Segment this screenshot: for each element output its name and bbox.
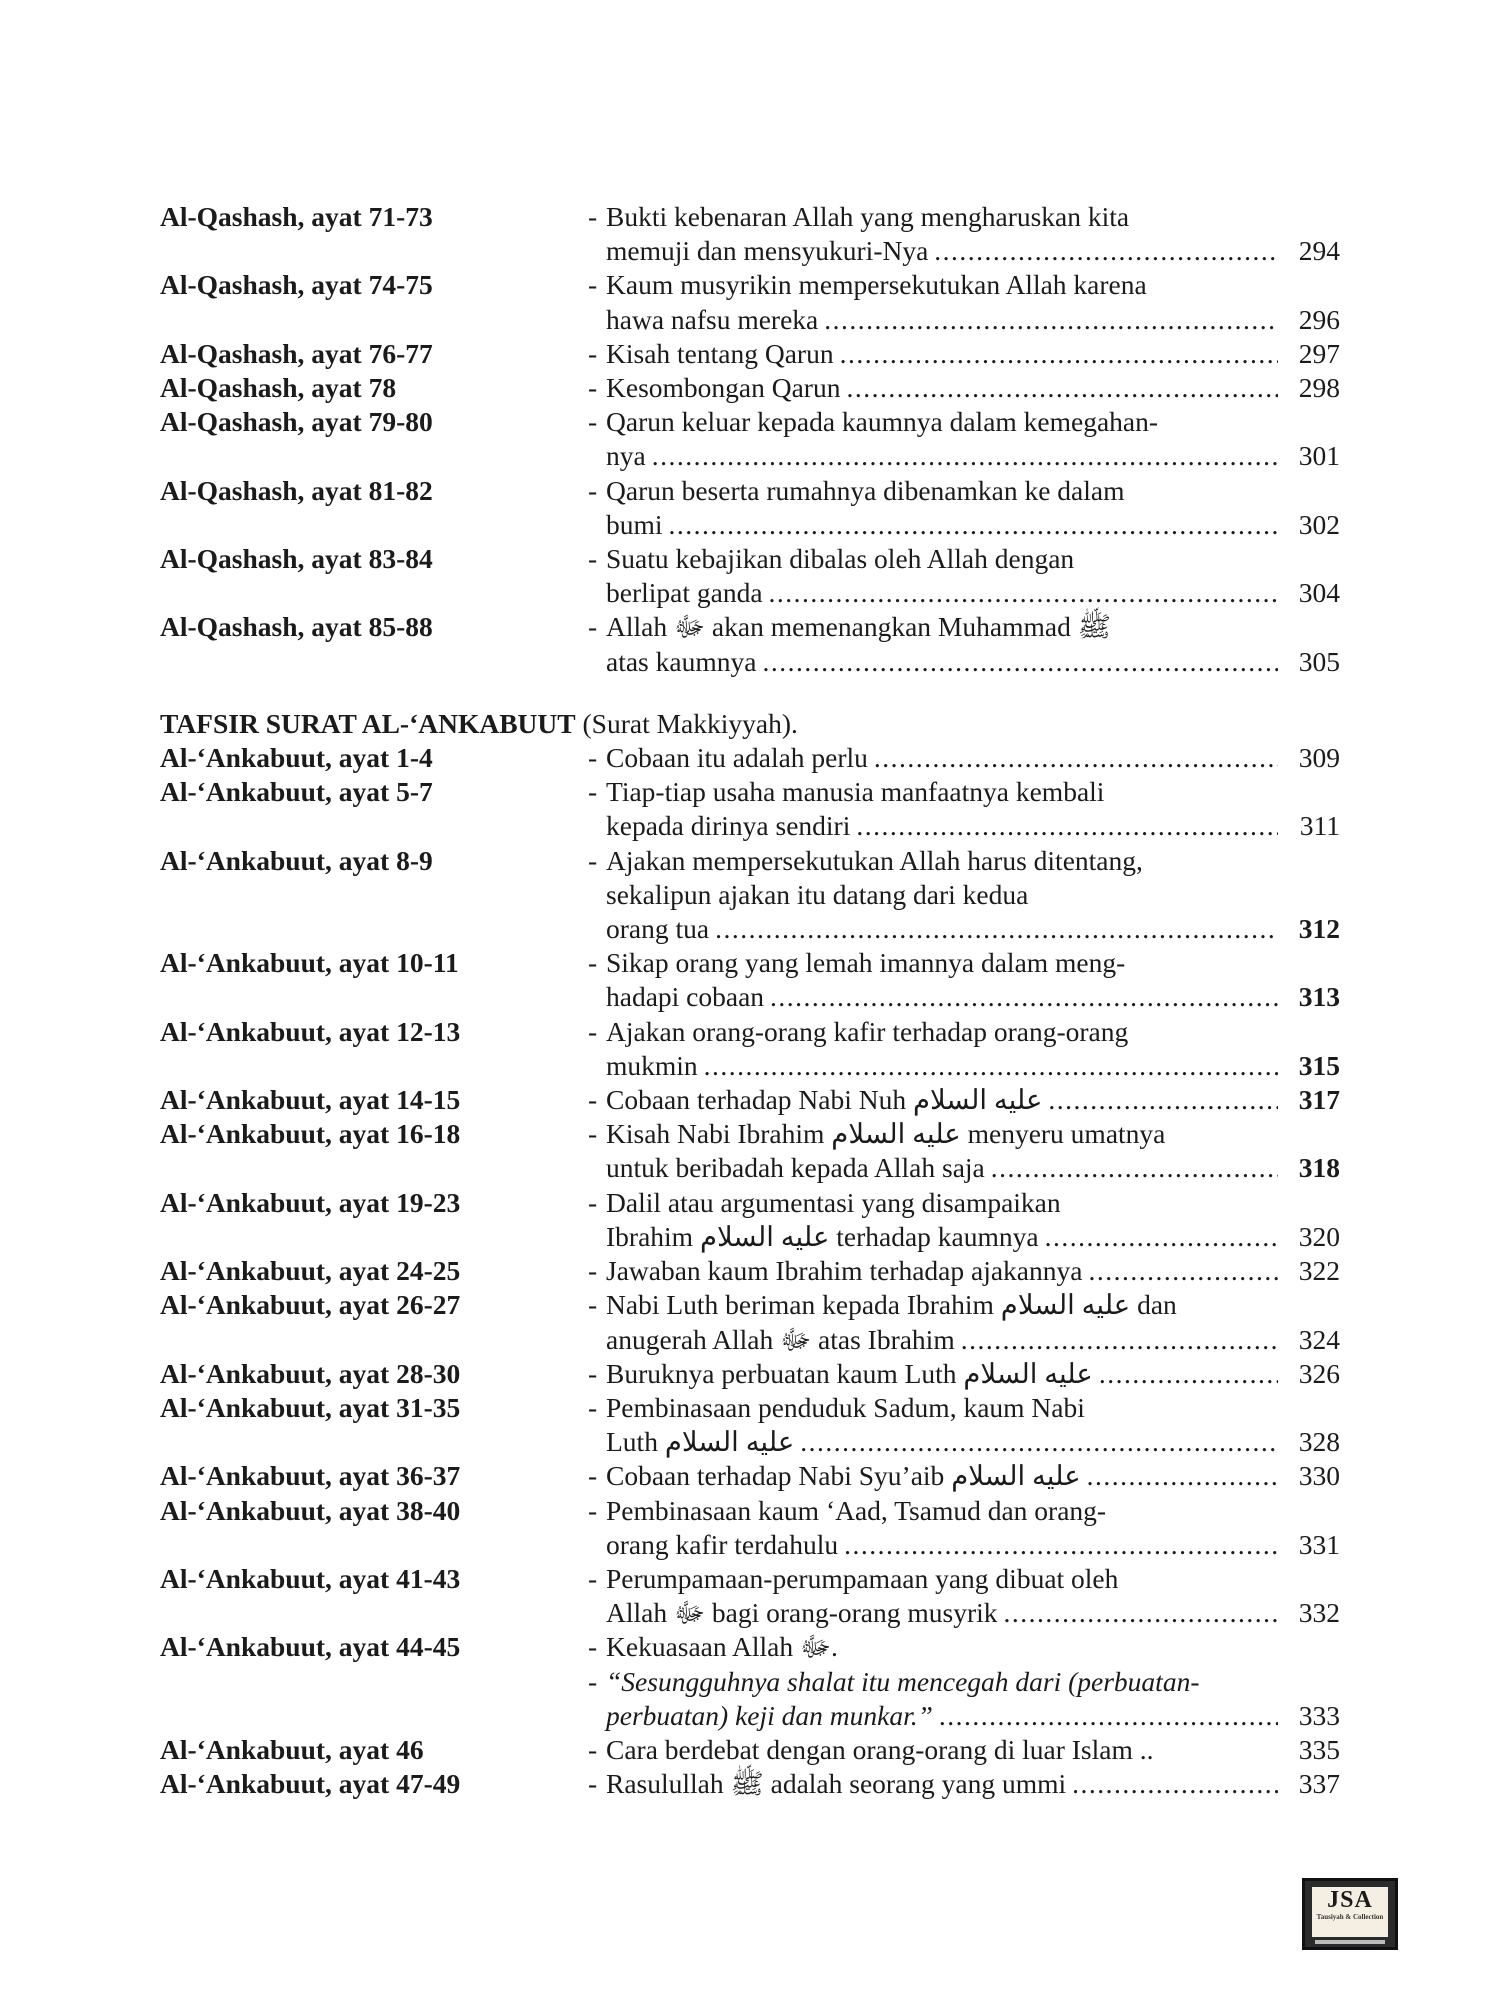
toc-entry-text: Cobaan terhadap Nabi Nuh عليه السلام — [606, 1084, 1043, 1116]
toc-entry-page-number: 305 — [1298, 645, 1340, 677]
toc-entry-dash: - — [588, 1631, 598, 1663]
toc-entry-text: mukmin — [606, 1049, 698, 1081]
toc-entry-description — [588, 542, 1340, 610]
section-heading-note: (Surat Makkiyyah). — [582, 707, 798, 739]
toc-entry-line — [588, 1733, 1340, 1767]
toc-entry-line — [588, 1254, 1340, 1288]
toc-entry-description — [588, 1254, 1340, 1288]
toc-entry-text: Sikap orang yang lemah imannya dalam meng- — [606, 947, 1126, 979]
toc-entry-text: Allah ﷻ bagi orang-orang musyrik — [606, 1597, 998, 1629]
toc-entry-reference: Al-‘Ankabuut, ayat 1-4 — [160, 742, 433, 774]
toc-entry-description — [588, 200, 1340, 268]
toc-entry — [160, 1254, 1340, 1288]
toc-entry-text: Ajakan mempersekutukan Allah harus ditentang, — [606, 844, 1143, 876]
toc-entry-dash: - — [588, 1562, 598, 1594]
toc-entry — [160, 1562, 1340, 1630]
toc-entry-dash: - — [588, 844, 598, 876]
dot-leader — [1087, 1459, 1278, 1493]
toc-entry-text: Ibrahim عليه السلام terhadap kaumnya — [606, 1220, 1039, 1252]
toc-entry-line — [588, 474, 1340, 508]
toc-entry-line — [588, 1049, 1340, 1083]
dot-leader — [1004, 1596, 1278, 1630]
toc-entry-reference: Al-‘Ankabuut, ayat 41-43 — [160, 1562, 461, 1594]
toc-entry-page-number: 296 — [1298, 303, 1340, 335]
toc-entry-dash: - — [588, 1768, 598, 1800]
toc-entry-reference: Al-‘Ankabuut, ayat 8-9 — [160, 844, 433, 876]
toc-entry-line — [588, 912, 1340, 946]
toc-entry-dash: - — [588, 1255, 598, 1287]
toc-entry — [160, 1630, 1340, 1664]
toc-entry — [160, 1288, 1340, 1356]
toc-entry-description — [588, 474, 1340, 542]
dot-leader — [762, 645, 1278, 679]
toc-entry — [160, 405, 1340, 473]
toc-entry-reference: Al-‘Ankabuut, ayat 28-30 — [160, 1357, 461, 1389]
toc-entry-line — [588, 1117, 1340, 1151]
toc-entry-line — [588, 645, 1340, 679]
dot-leader — [856, 809, 1278, 843]
section-heading — [160, 707, 1340, 741]
dot-leader — [669, 508, 1278, 542]
toc-entry-line — [588, 1083, 1340, 1117]
toc-entry-reference: Al-Qashash, ayat 74-75 — [160, 269, 433, 301]
toc-section-ankabuut — [160, 741, 1340, 1801]
toc-entry-line — [588, 1630, 1340, 1664]
toc-entry-text: Qarun beserta rumahnya dibenamkan ke dalam — [606, 474, 1125, 506]
toc-entry — [160, 1665, 1340, 1733]
toc-entry-page-number: 311 — [1299, 810, 1340, 842]
toc-entry-reference: Al-Qashash, ayat 85-88 — [160, 611, 433, 643]
toc-entry — [160, 1357, 1340, 1391]
dot-leader — [1099, 1357, 1278, 1391]
toc-entry-dash: - — [588, 1118, 598, 1150]
toc-entry-reference: Al-‘Ankabuut, ayat 36-37 — [160, 1460, 461, 1492]
toc-entry-page-number: 309 — [1298, 742, 1340, 774]
toc-entry-line — [588, 439, 1340, 473]
toc-entry — [160, 1459, 1340, 1493]
toc-entry-line — [588, 775, 1340, 809]
toc-entry-reference: Al-Qashash, ayat 71-73 — [160, 201, 433, 232]
toc-entry-text: orang kafir terdahulu — [606, 1528, 839, 1560]
toc-entry-text: Cara berdebat dengan orang-orang di luar Islam .. — [606, 1733, 1154, 1765]
toc-entry-page-number: 332 — [1298, 1597, 1340, 1629]
toc-entry-dash: - — [588, 611, 598, 643]
toc-entry — [160, 1767, 1340, 1801]
toc-entry-line — [588, 303, 1340, 337]
toc-entry-text: berlipat ganda — [606, 577, 763, 609]
toc-entry-line — [588, 610, 1340, 644]
toc-entry-reference: Al-‘Ankabuut, ayat 5-7 — [160, 776, 433, 808]
toc-entry-text: bumi — [606, 508, 663, 540]
toc-entry-dash: - — [588, 201, 598, 232]
toc-entry-page-number: 335 — [1298, 1733, 1340, 1765]
toc-entry-dash: - — [588, 543, 598, 575]
dot-leader — [824, 303, 1278, 337]
section-heading-title: TAFSIR SURAT AL-‘ANKABUUT — [160, 707, 576, 739]
toc-entry-line — [588, 1562, 1340, 1596]
toc-entry-reference: Al-‘Ankabuut, ayat 14-15 — [160, 1084, 461, 1116]
jsa-logo-subtitle: Tausiyah & Collection — [1316, 1913, 1384, 1921]
toc-entry-reference: Al-‘Ankabuut, ayat 16-18 — [160, 1118, 461, 1150]
toc-entry-text: orang tua — [606, 913, 710, 945]
toc-entry — [160, 200, 1340, 268]
toc-entry-page-number: 333 — [1298, 1699, 1340, 1731]
toc-entry — [160, 844, 1340, 947]
toc-entry-dash: - — [588, 1733, 598, 1765]
toc-entry-reference: Al-‘Ankabuut, ayat 44-45 — [160, 1631, 461, 1663]
toc-entry — [160, 1186, 1340, 1254]
toc-entry-line — [588, 234, 1340, 268]
toc-entry-page-number: 330 — [1298, 1460, 1340, 1492]
toc-entry-page-number: 301 — [1298, 440, 1340, 472]
toc-entry-text: Jawaban kaum Ibrahim terhadap ajakannya — [606, 1255, 1083, 1287]
jsa-logo-base — [1315, 1940, 1385, 1944]
toc-entry-text: Perumpamaan-perumpamaan yang dibuat oleh — [606, 1562, 1119, 1594]
toc-entry-line — [588, 200, 1340, 234]
toc-entry-line — [588, 542, 1340, 576]
dot-leader — [840, 337, 1278, 371]
toc-entry-line — [588, 268, 1340, 302]
toc-entry-page-number: 298 — [1298, 372, 1340, 404]
toc-entry-dash: - — [588, 1357, 598, 1389]
toc-entry-page-number: 294 — [1298, 235, 1340, 267]
toc-entry-text: Rasulullah ﷺ adalah seorang yang ummi — [606, 1768, 1067, 1800]
toc-entry-reference: Al-‘Ankabuut, ayat 26-27 — [160, 1289, 461, 1321]
toc-entry-text: Nabi Luth beriman kepada Ibrahim عليه السلام dan — [606, 1289, 1177, 1321]
toc-entry-text: memuji dan mensyukuri-Nya — [606, 235, 929, 267]
toc-entry-line — [588, 1015, 1340, 1049]
dot-leader — [1072, 1767, 1278, 1801]
toc-entry-text: Kisah tentang Qarun — [606, 337, 834, 369]
toc-entry-page-number: 331 — [1298, 1528, 1340, 1560]
toc-entry-text: Cobaan itu adalah perlu — [606, 742, 868, 774]
toc-entry-description — [588, 1288, 1340, 1356]
toc-entry-reference: Al-‘Ankabuut, ayat 38-40 — [160, 1494, 461, 1526]
toc-entry-description — [588, 1767, 1340, 1801]
toc-entry-text: sekalipun ajakan itu datang dari kedua — [606, 878, 1029, 910]
jsa-logo-title: JSA — [1327, 1887, 1373, 1913]
toc-entry-page-number: 313 — [1298, 981, 1340, 1013]
toc-entry-dash: - — [588, 1460, 598, 1492]
toc-entry-page-number: 297 — [1298, 337, 1340, 369]
toc-entry-text: nya — [606, 440, 646, 472]
toc-entry-description — [588, 1391, 1340, 1459]
toc-entry-dash: - — [588, 372, 598, 404]
toc-entry-dash: - — [588, 1084, 598, 1116]
toc-entry — [160, 1015, 1340, 1083]
toc-entry-text: perbuatan) keji dan munkar.” — [606, 1699, 933, 1731]
toc-entry-text: Buruknya perbuatan kaum Luth عليه السلام — [606, 1357, 1093, 1389]
toc-entry-line — [588, 576, 1340, 610]
toc-section-qashash — [160, 200, 1340, 679]
toc-entry — [160, 1391, 1340, 1459]
toc-entry-page-number: 318 — [1298, 1152, 1340, 1184]
toc-entry-text: hadapi cobaan — [606, 981, 765, 1013]
toc-entry-line — [588, 1767, 1340, 1801]
toc-entry-text: Kesombongan Qarun — [606, 372, 841, 404]
toc-entry-description — [588, 405, 1340, 473]
toc-entry-reference: Al-‘Ankabuut, ayat 31-35 — [160, 1391, 461, 1423]
dot-leader — [846, 371, 1278, 405]
toc-entry-line — [588, 1494, 1340, 1528]
toc-entry-text: Qarun keluar kepada kaumnya dalam kemegahan- — [606, 406, 1159, 438]
toc-entry-dash: - — [588, 776, 598, 808]
toc-entry-page-number: 337 — [1298, 1768, 1340, 1800]
dot-leader — [1045, 1220, 1278, 1254]
toc-entry-line — [588, 371, 1340, 405]
toc-entry-reference: Al-Qashash, ayat 83-84 — [160, 543, 433, 575]
toc-entry-text: “Sesungguhnya shalat itu mencegah dari (perbuatan- — [606, 1665, 1200, 1697]
toc-entry-reference: Al-‘Ankabuut, ayat 12-13 — [160, 1015, 461, 1047]
toc-entry — [160, 337, 1340, 371]
toc-entry-line — [588, 878, 1340, 912]
toc-entry-text: Suatu kebajikan dibalas oleh Allah dengan — [606, 543, 1075, 575]
toc-entry-description — [588, 1083, 1340, 1117]
toc-entry-page-number: 315 — [1298, 1049, 1340, 1081]
toc-entry-page-number: 317 — [1298, 1084, 1340, 1116]
toc-entry — [160, 542, 1340, 610]
toc-entry — [160, 1733, 1340, 1767]
dot-leader — [844, 1528, 1278, 1562]
toc-entry — [160, 1083, 1340, 1117]
toc-entry-dash: - — [588, 406, 598, 438]
toc-entry-reference: Al-Qashash, ayat 78 — [160, 372, 397, 404]
toc-entry-page-number: 320 — [1298, 1220, 1340, 1252]
toc-entry-text: Pembinasaan kaum ‘Aad, Tsamud dan orang- — [606, 1494, 1107, 1526]
toc-entry-text: Kaum musyrikin mempersekutukan Allah karena — [606, 269, 1147, 301]
toc-entry-text: anugerah Allah ﷻ atas Ibrahim — [606, 1323, 955, 1355]
toc-entry-page-number: 328 — [1298, 1426, 1340, 1458]
toc-entry-page-number: 312 — [1298, 913, 1340, 945]
toc-entry-line — [588, 1596, 1340, 1630]
toc-entry-description — [588, 844, 1340, 947]
toc-entry-text: Dalil atau argumentasi yang disampaikan — [606, 1186, 1061, 1218]
toc-entry-text: Allah ﷻ akan memenangkan Muhammad ﷺ — [606, 611, 1111, 643]
toc-entry-line — [588, 1425, 1340, 1459]
toc-entry-text: Cobaan terhadap Nabi Syu’aib عليه السلام — [606, 1460, 1081, 1492]
toc-entry-dash: - — [588, 1665, 598, 1697]
toc-entry-dash: - — [588, 1015, 598, 1047]
toc-entry-line — [588, 980, 1340, 1014]
toc-entry-line — [588, 1528, 1340, 1562]
toc-entry — [160, 741, 1340, 775]
toc-entry-line — [588, 946, 1340, 980]
toc-entry-dash: - — [588, 1289, 598, 1321]
toc-entry-line — [588, 1357, 1340, 1391]
toc-entry-description — [588, 1494, 1340, 1562]
toc-entry-line — [588, 1220, 1340, 1254]
toc-entry — [160, 268, 1340, 336]
dot-leader — [770, 980, 1278, 1014]
dot-leader — [1088, 1254, 1278, 1288]
dot-leader — [715, 912, 1278, 946]
toc-entry — [160, 775, 1340, 843]
toc-entry — [160, 474, 1340, 542]
toc-entry-text: Bukti kebenaran Allah yang mengharuskan kita — [606, 201, 1130, 232]
toc-entry-line — [588, 405, 1340, 439]
toc-entry — [160, 1117, 1340, 1185]
toc-entry-dash: - — [588, 1494, 598, 1526]
toc-entry-line — [588, 508, 1340, 542]
toc-entry-dash: - — [588, 1391, 598, 1423]
toc-entry-reference: Al-Qashash, ayat 81-82 — [160, 474, 433, 506]
toc-entry-description — [588, 775, 1340, 843]
dot-leader — [652, 439, 1278, 473]
toc-entry-line — [588, 1288, 1340, 1322]
dot-leader — [874, 741, 1278, 775]
jsa-logo — [1302, 1878, 1398, 1950]
toc-entry-dash: - — [588, 947, 598, 979]
toc-entry — [160, 946, 1340, 1014]
jsa-logo-screen — [1312, 1887, 1388, 1937]
toc-entry-dash: - — [588, 474, 598, 506]
toc-entry-description — [588, 1630, 1340, 1664]
toc-entry-description — [588, 337, 1340, 371]
toc-entry-line — [588, 1699, 1340, 1733]
toc-entry-page-number: 324 — [1298, 1323, 1340, 1355]
toc-entry-line — [588, 1186, 1340, 1220]
toc-entry-description — [588, 371, 1340, 405]
toc-entry-dash: - — [588, 1186, 598, 1218]
toc-entry-text: untuk beribadah kepada Allah saja — [606, 1152, 985, 1184]
toc-entry-line — [588, 1323, 1340, 1357]
toc-entry-line — [588, 1665, 1340, 1699]
toc-entry-description — [588, 1186, 1340, 1254]
toc-entry-dash: - — [588, 337, 598, 369]
toc-entry-text: Luth عليه السلام — [606, 1426, 795, 1458]
toc-entry-description — [588, 1117, 1340, 1185]
toc-entry-line — [588, 337, 1340, 371]
toc-entry-line — [588, 1391, 1340, 1425]
toc-entry-reference: Al-‘Ankabuut, ayat 10-11 — [160, 947, 459, 979]
toc-entry — [160, 371, 1340, 405]
toc-entry-text: Pembinasaan penduduk Sadum, kaum Nabi — [606, 1391, 1085, 1423]
toc-entry-description — [588, 1665, 1340, 1733]
toc-entry-page-number: 322 — [1298, 1255, 1340, 1287]
toc-entry-page-number: 302 — [1298, 508, 1340, 540]
toc-entry-text: kepada dirinya sendiri — [606, 810, 851, 842]
toc-entry-text: atas kaumnya — [606, 645, 757, 677]
dot-leader — [769, 576, 1278, 610]
toc-entry-description — [588, 1733, 1340, 1767]
toc-entry-dash: - — [588, 742, 598, 774]
dot-leader — [1048, 1083, 1278, 1117]
toc-entry-reference: Al-Qashash, ayat 76-77 — [160, 337, 433, 369]
toc-entry-text: Ajakan orang-orang kafir terhadap orang-orang — [606, 1015, 1129, 1047]
toc-entry-line — [588, 1459, 1340, 1493]
toc-entry-description — [588, 268, 1340, 336]
toc-entry-text: Tiap-tiap usaha manusia manfaatnya kembali — [606, 776, 1105, 808]
toc-entry-description — [588, 741, 1340, 775]
toc-entry-description — [588, 946, 1340, 1014]
toc-entry-reference: Al-‘Ankabuut, ayat 47-49 — [160, 1768, 461, 1800]
toc-entry-line — [588, 1151, 1340, 1185]
toc-entry-text: Kekuasaan Allah ﷻ. — [606, 1631, 838, 1663]
toc-entry-reference: Al-‘Ankabuut, ayat 24-25 — [160, 1255, 461, 1287]
dot-leader — [939, 1699, 1278, 1733]
toc-entry-page-number: 304 — [1298, 577, 1340, 609]
toc-entry-description — [588, 1357, 1340, 1391]
dot-leader — [704, 1049, 1278, 1083]
toc-entry-description — [588, 1459, 1340, 1493]
toc-entry — [160, 1494, 1340, 1562]
toc-entry-line — [588, 741, 1340, 775]
dot-leader — [991, 1151, 1278, 1185]
dot-leader — [800, 1425, 1278, 1459]
dot-leader — [961, 1323, 1278, 1357]
toc-entry-page-number: 326 — [1298, 1357, 1340, 1389]
table-of-contents — [160, 200, 1340, 1801]
toc-entry-line — [588, 844, 1340, 878]
toc-entry-text: hawa nafsu mereka — [606, 303, 819, 335]
toc-entry — [160, 610, 1340, 678]
dot-leader — [934, 234, 1278, 268]
toc-entry-description — [588, 1562, 1340, 1630]
toc-entry-description — [588, 1015, 1340, 1083]
toc-entry-reference: Al-‘Ankabuut, ayat 19-23 — [160, 1186, 461, 1218]
toc-entry-reference: Al-‘Ankabuut, ayat 46 — [160, 1733, 424, 1765]
toc-entry-reference: Al-Qashash, ayat 79-80 — [160, 406, 433, 438]
toc-entry-line — [588, 809, 1340, 843]
toc-entry-description — [588, 610, 1340, 678]
toc-entry-text: Kisah Nabi Ibrahim عليه السلام menyeru umatnya — [606, 1118, 1166, 1150]
toc-entry-dash: - — [588, 269, 598, 301]
